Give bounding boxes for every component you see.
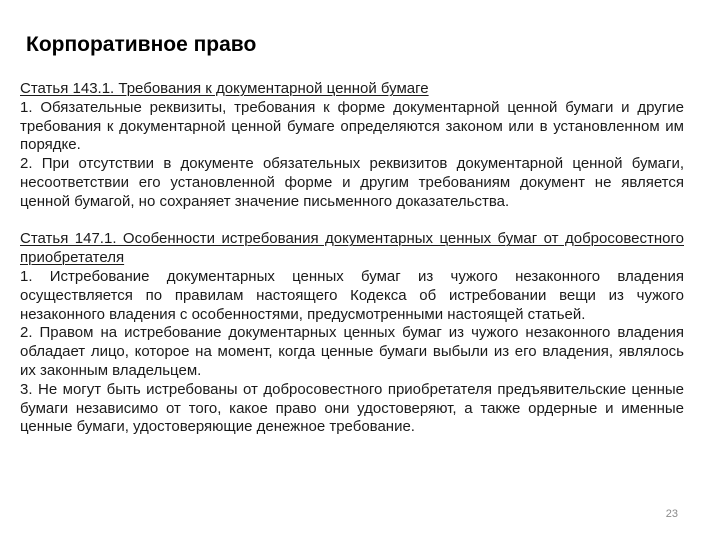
article-paragraph: 2. Правом на истребование документарных ценных бумаг из чужого незаконного владения обладает лицо, которое на момент, когда ценные бумаги выбыли из его владения, являлось их законным владельцем. <box>20 324 684 379</box>
article-paragraph: 1. Обязательные реквизиты, требования к форме документарной ценной бумаги и другие требования к документарной ценной бумаге определяются законом или в установленном им порядке. <box>20 98 684 154</box>
article-heading: Статья 147.1. Особенности истребования документарных ценных бумаг от добросовестного приобретателя <box>20 230 684 267</box>
page-number: 23 <box>665 508 678 520</box>
article-heading: Статья 143.1. Требования к документарной ценной бумаге <box>20 80 429 97</box>
article-paragraph: 1. Истребование документарных ценных бумаг из чужого незаконного владения осуществляется по правилам настоящего Кодекса об истребовании вещи из чужого незаконного владения с особенностями, предусмотренными настоящей статьей. <box>20 267 684 323</box>
article-143-1-section <box>20 80 684 212</box>
slide-title: Корпоративное право <box>26 33 257 56</box>
article-paragraph: 2. При отсутствии в документе обязательных реквизитов документарной ценной бумаги, несоответствии его установленной форме и другим требованиям документ не является ценной бумагой, но сохраняет значение письменного доказательства. <box>20 155 684 210</box>
article-paragraph: 3. Не могут быть истребованы от добросовестного приобретателя предъявительские ценные бумаги независимо от того, какое право они удостоверяют, а также ордерные и именные ценные бумаги, удостоверяющие денежное требование. <box>20 380 684 436</box>
article-147-1-section <box>20 230 684 437</box>
slide-content <box>20 80 684 437</box>
